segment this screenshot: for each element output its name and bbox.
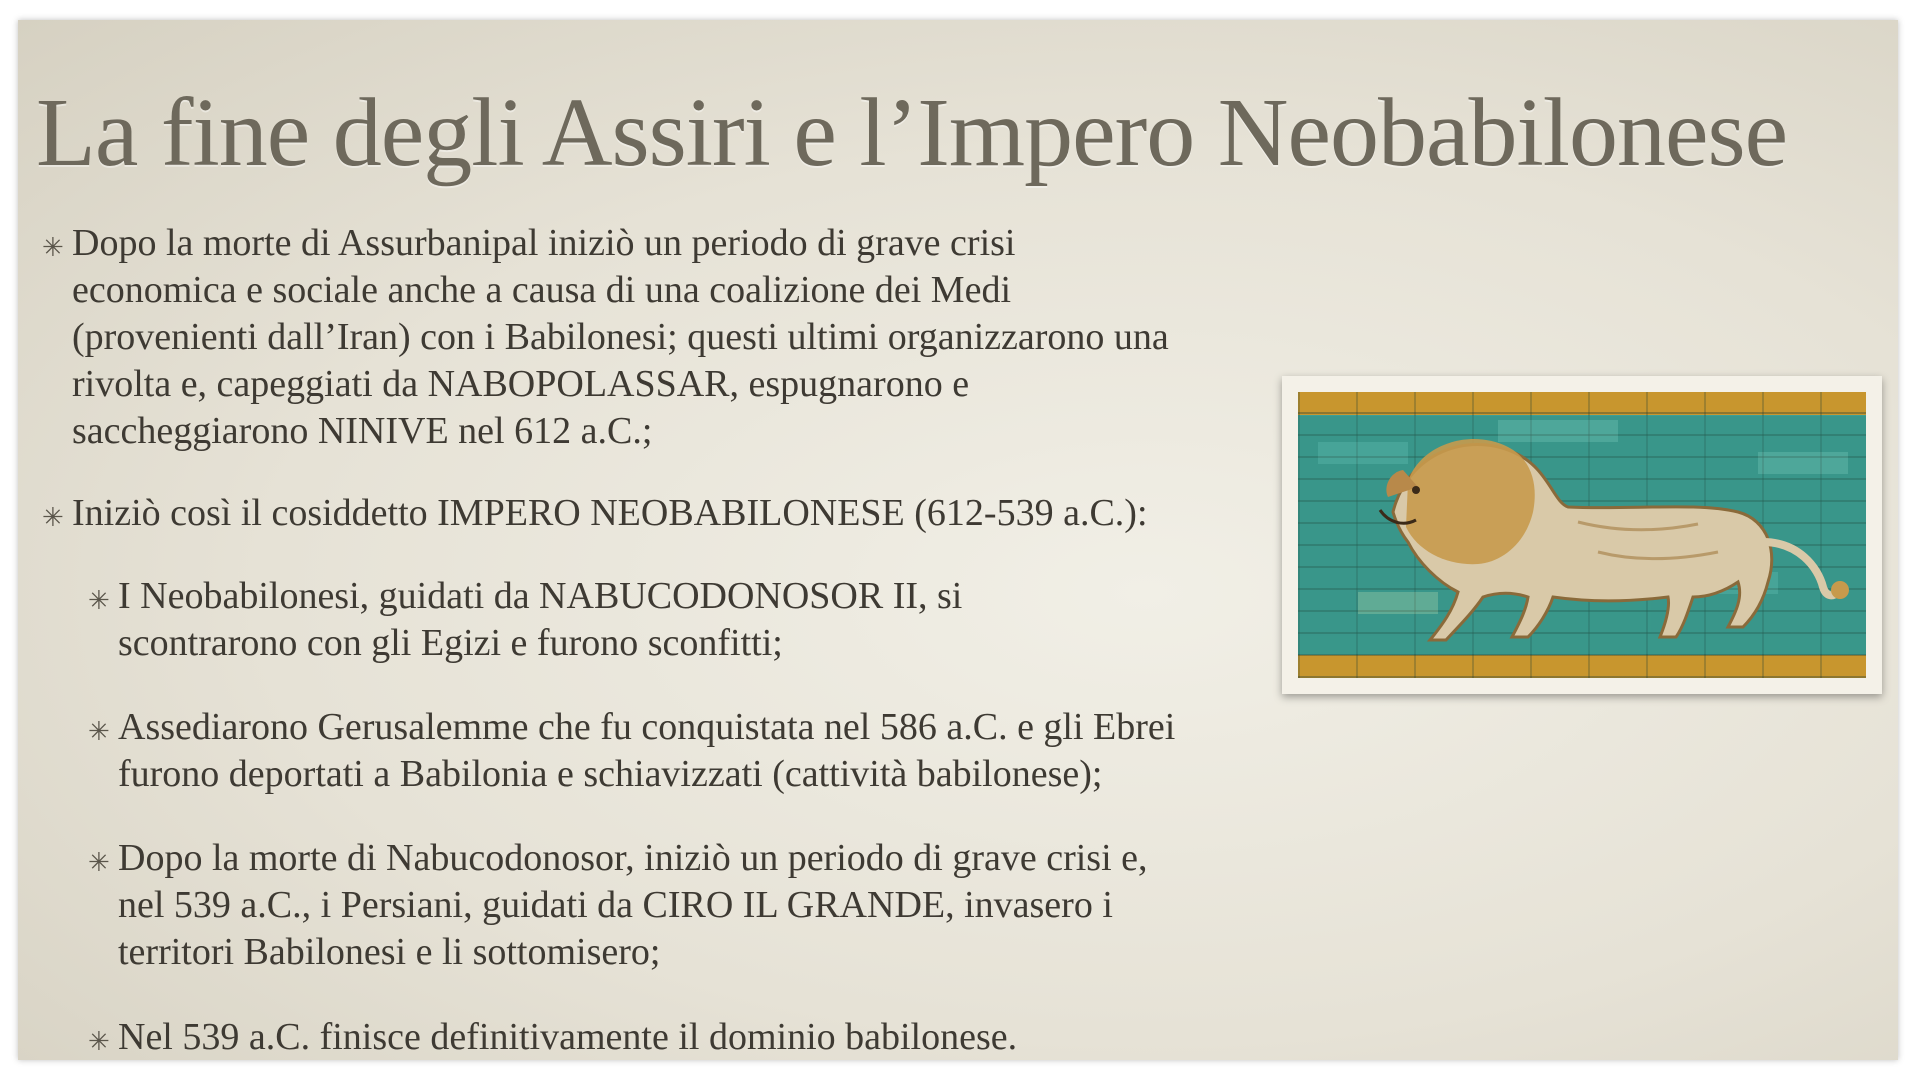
- bullet-star-icon: ✳: [42, 503, 64, 532]
- bullet-star-icon: ✳: [88, 717, 110, 746]
- lion-mosaic-image: [1298, 392, 1866, 678]
- sub-bullet-item-1: [88, 573, 1288, 667]
- bullet-item-1: [42, 220, 1282, 455]
- sub-bullet-item-4: [88, 1014, 1288, 1060]
- sub-bullet-item-3: [88, 835, 1288, 976]
- slide-title: La fine degli Assiri e l’Impero Neobabilonese: [36, 79, 1788, 187]
- bullet-star-icon: ✳: [88, 1027, 110, 1056]
- bullet-star-icon: ✳: [42, 233, 64, 262]
- bullet-text: Dopo la morte di Nabucodonosor, iniziò un periodo di grave crisi e, nel 539 a.C., i Persiani, guidati da CIRO IL GRANDE, invasero i territori Babilonesi e li sottomisero;: [118, 837, 1148, 973]
- bullet-star-icon: ✳: [88, 586, 110, 615]
- bullet-text: Iniziò così il cosiddetto IMPERO NEOBABILONESE (612-539 a.C.):: [72, 492, 1148, 534]
- bullet-text: Dopo la morte di Assurbanipal iniziò un periodo di grave crisi economica e sociale anche a causa di una coalizione dei Medi (provenienti dall’Iran) con i Babilonesi; questi ultimi organizzarono una rivolta e, capeggiati da NABOPOLASSAR, espugnarono e saccheggiarono NINIVE nel 612 a.C.;: [72, 222, 1169, 452]
- image-frame: [1282, 376, 1882, 694]
- sub-bullet-item-2: [88, 704, 1288, 798]
- lion-icon: [1298, 392, 1866, 678]
- bullet-text: Nel 539 a.C. finisce definitivamente il dominio babilonese.: [118, 1016, 1018, 1058]
- bullet-text: Assediarono Gerusalemme che fu conquistata nel 586 a.C. e gli Ebrei furono deportati a Babilonia e schiavizzati (cattività babilonese);: [118, 706, 1176, 795]
- bullet-star-icon: ✳: [88, 848, 110, 877]
- bullet-text: I Neobabilonesi, guidati da NABUCODONOSOR II, si scontrarono con gli Egizi e furono sconfitti;: [118, 575, 963, 664]
- slide: [18, 20, 1898, 1060]
- bullet-item-2: [42, 490, 1282, 537]
